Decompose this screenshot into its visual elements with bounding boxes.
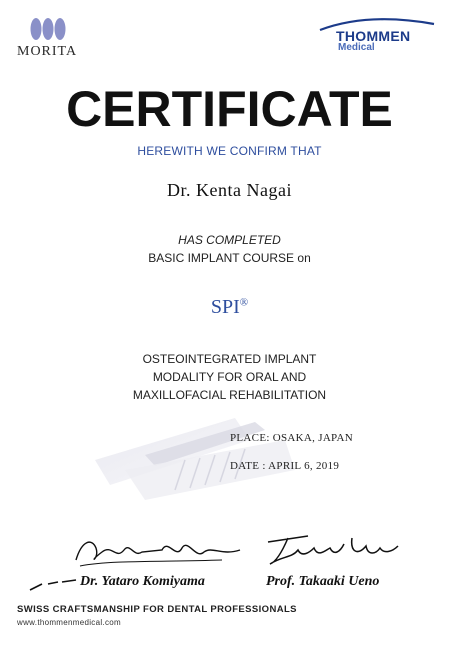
signer-right: Prof. Takaaki Ueno: [266, 574, 380, 589]
modality-block: [0, 350, 459, 404]
signer-left: Dr. Yataro Komiyama: [80, 574, 205, 589]
course-name-text: SPI: [210, 296, 240, 318]
footer-tagline: SWISS CRAFTSMANSHIP FOR DENTAL PROFESSIONALS: [17, 604, 297, 615]
signature-ueno: [262, 528, 402, 570]
modality-line: MODALITY FOR ORAL AND: [152, 370, 307, 384]
implant-illustration: [85, 400, 315, 510]
thommen-logo-subtext: Medical: [338, 42, 375, 53]
certificate-title: CERTIFICATE: [66, 81, 393, 137]
completed-line: HAS COMPLETED: [178, 233, 281, 247]
thommen-logo-text: THOMMEN: [336, 28, 411, 44]
date-line: DATE : APRIL 6, 2019: [230, 460, 340, 472]
place-line: PLACE: OSAKA, JAPAN: [230, 432, 353, 444]
course-name: [0, 296, 459, 319]
signature-komiyama: [72, 530, 244, 570]
modality-line: OSTEOINTEGRATED IMPLANT: [142, 352, 317, 366]
course-line: BASIC IMPLANT COURSE on: [148, 251, 311, 265]
confirm-line: HEREWITH WE CONFIRM THAT: [137, 144, 322, 158]
registered-mark: ®: [239, 296, 249, 309]
decorative-dash-icon: [28, 578, 78, 592]
modality-line: MAXILLOFACIAL REHABILITATION: [132, 388, 327, 402]
morita-logo-text: MORITA: [17, 44, 78, 59]
morita-logo-icon: [28, 16, 68, 42]
footer-url[interactable]: www.thommenmedical.com: [17, 618, 121, 627]
recipient-name: Dr. Kenta Nagai: [167, 180, 292, 200]
